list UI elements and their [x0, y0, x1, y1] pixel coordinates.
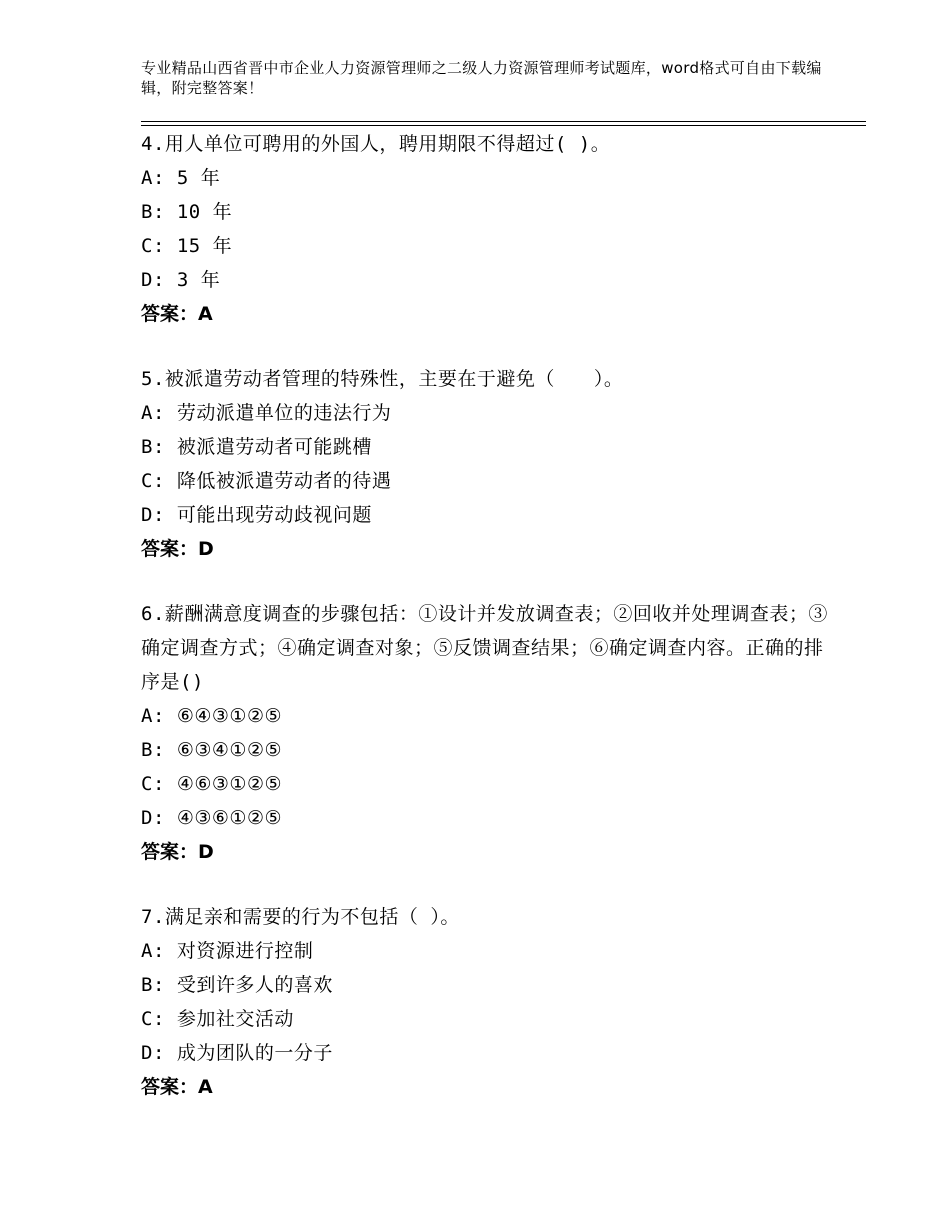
option-b: B: 受到许多人的喜欢: [141, 974, 333, 996]
answer-label: 答案：A: [141, 303, 213, 325]
answer-label: 答案：A: [141, 1076, 213, 1098]
question-list: [141, 127, 841, 1135]
option-d: D: 可能出现劳动歧视问题: [141, 504, 372, 526]
option-c: C: ④⑥③①②⑤: [141, 773, 283, 795]
option-a: A: 劳动派遣单位的违法行为: [141, 402, 392, 424]
option-c: C: 15 年: [141, 235, 233, 257]
option-d: D: 3 年: [141, 269, 221, 291]
header-divider-thick: [141, 125, 866, 126]
question-4: [141, 127, 841, 331]
question-stem: 6.薪酬满意度调查的步骤包括：①设计并发放调查表；②回收并处理调查表；③确定调查方式；④确定调查对象；⑤反馈调查结果；⑥确定调查内容。正确的排序是(): [141, 603, 828, 693]
option-b: B: 被派遣劳动者可能跳槽: [141, 436, 372, 458]
option-d: D: 成为团队的一分子: [141, 1042, 333, 1064]
answer-label: 答案：D: [141, 538, 214, 560]
answer-label: 答案：D: [141, 841, 214, 863]
option-c: C: 参加社交活动: [141, 1008, 294, 1030]
option-b: B: 10 年: [141, 201, 233, 223]
option-a: A: 对资源进行控制: [141, 940, 314, 962]
question-7: [141, 900, 841, 1104]
document-header: 专业精品山西省晋中市企业人力资源管理师之二级人力资源管理师考试题库，word格式可自由下载编辑，附完整答案！: [141, 59, 822, 97]
option-c: C: 降低被派遣劳动者的待遇: [141, 470, 392, 492]
option-b: B: ⑥③④①②⑤: [141, 739, 283, 761]
question-stem: 5.被派遣劳动者管理的特殊性，主要在于避免（ ）。: [141, 368, 624, 390]
question-5: [141, 362, 841, 566]
option-d: D: ④③⑥①②⑤: [141, 807, 283, 829]
question-6: [141, 597, 841, 869]
header-divider-thin: [141, 121, 866, 122]
question-stem: 4.用人单位可聘用的外国人，聘用期限不得超过( )。: [141, 133, 611, 155]
option-a: A: ⑥④③①②⑤: [141, 705, 283, 727]
option-a: A: 5 年: [141, 167, 221, 189]
question-stem: 7.满足亲和需要的行为不包括（ ）。: [141, 906, 460, 928]
